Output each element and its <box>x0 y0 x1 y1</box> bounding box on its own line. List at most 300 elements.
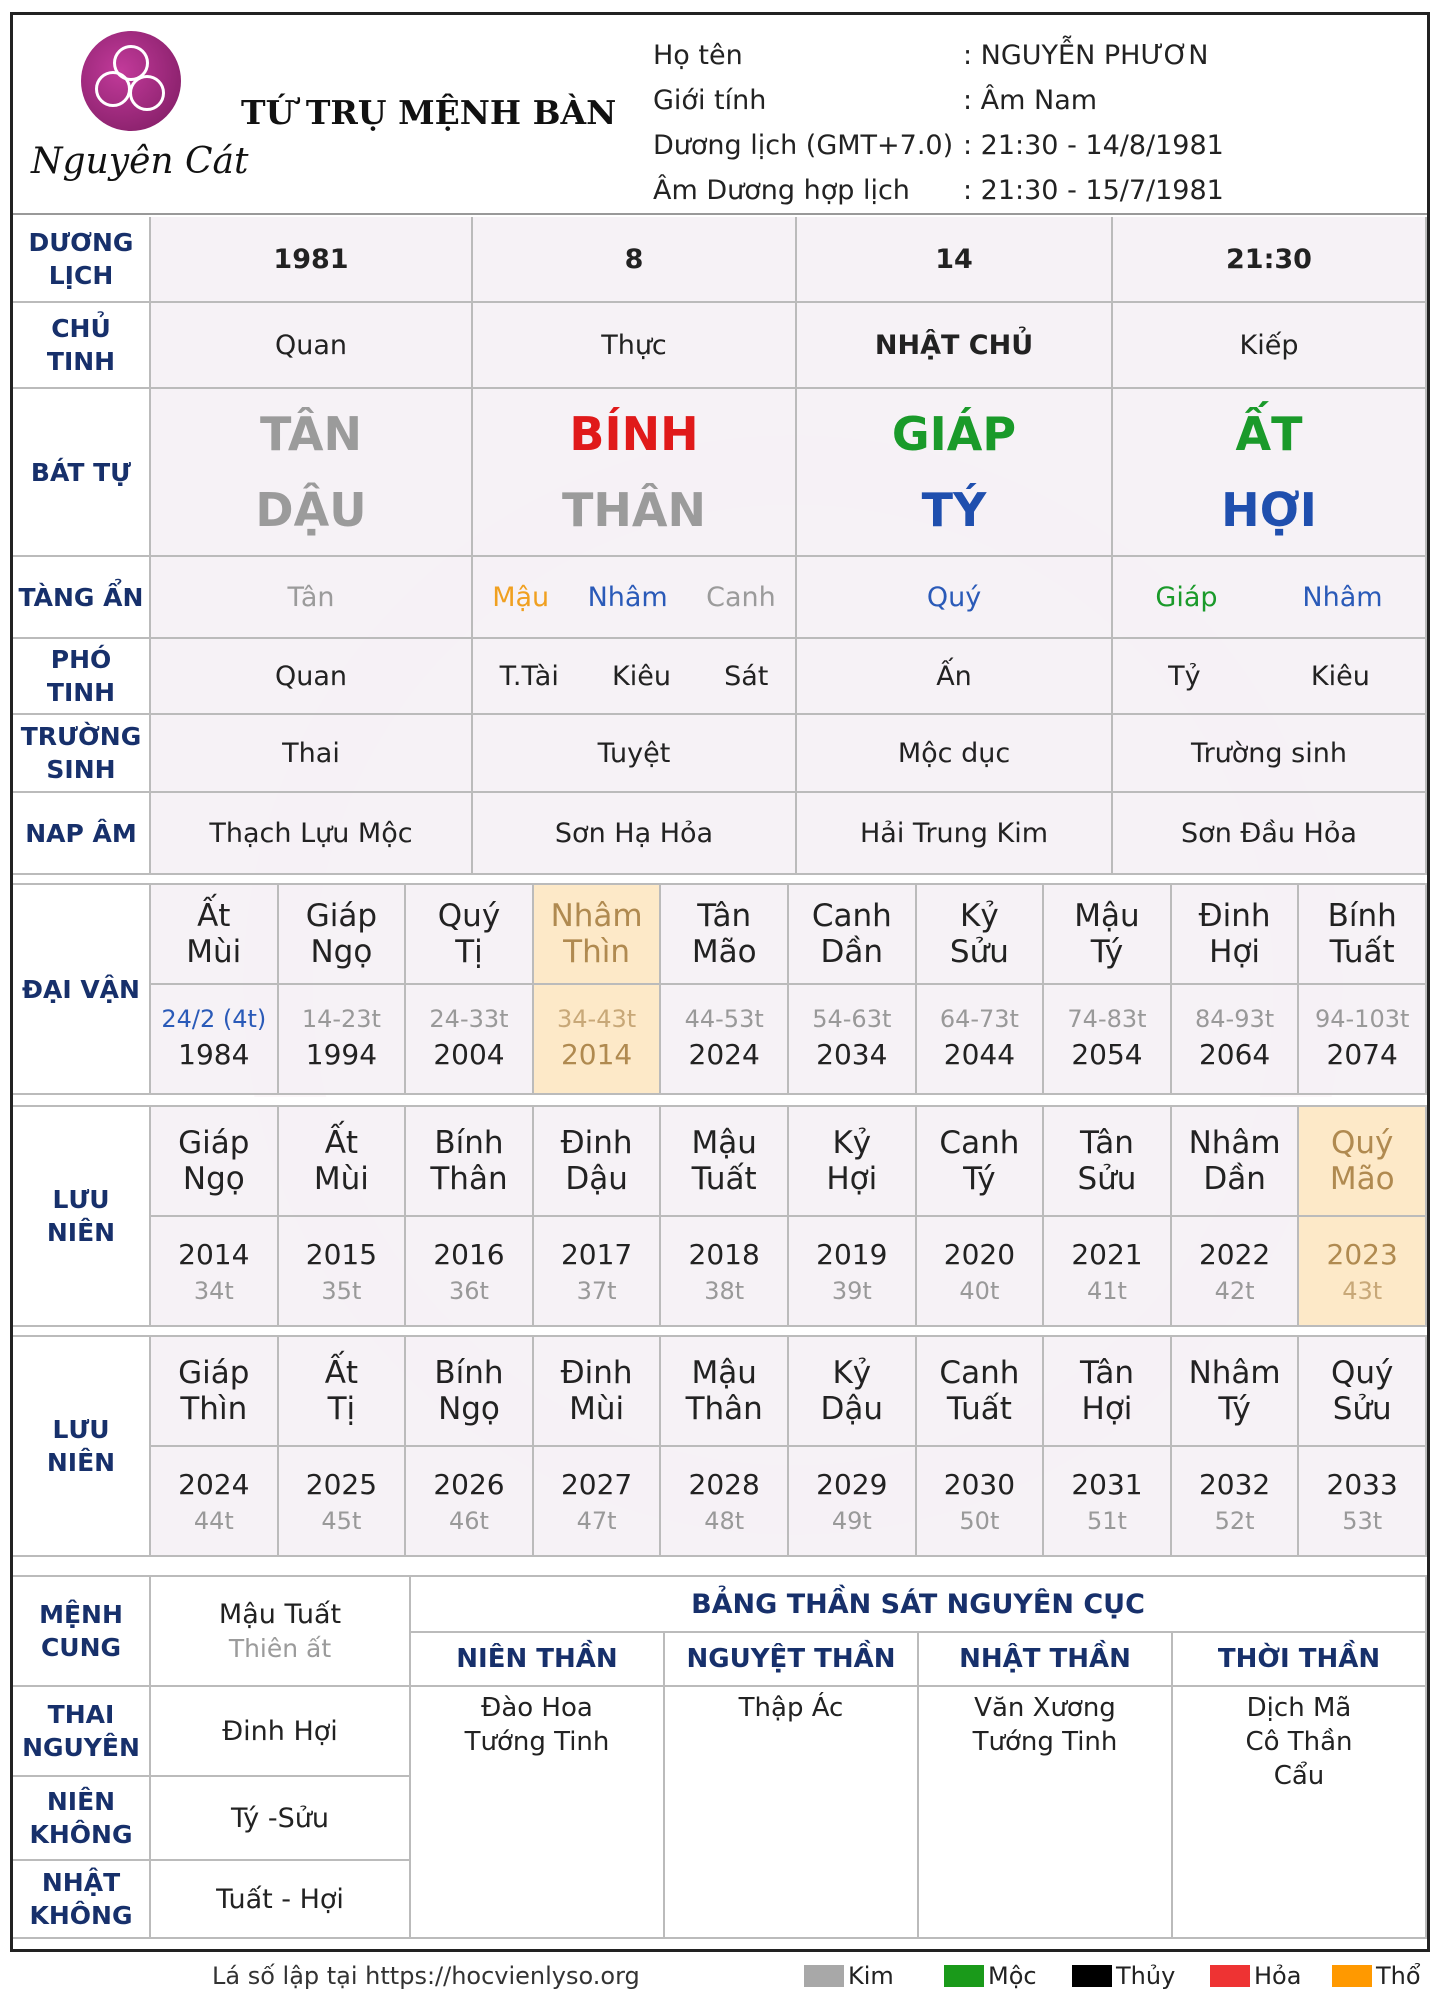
than-sat-head: THỜI THẦN <box>1217 1644 1381 1674</box>
pho-tinh-item: T.Tài <box>499 660 559 692</box>
nap-am-cell <box>473 793 797 875</box>
luu-nien-year-cell <box>789 1217 917 1327</box>
luu-nien-year: 2014 <box>178 1238 250 1271</box>
luu-nien-can: Nhâm <box>1188 1125 1281 1161</box>
luu-nien-age: 34t <box>193 1277 234 1305</box>
luu-nien-cell <box>789 1337 917 1447</box>
pho-tinh-list <box>473 661 795 692</box>
luu-nien-cell <box>151 1337 279 1447</box>
luu-nien-chi: Tý <box>963 1161 996 1197</box>
logo <box>31 31 251 206</box>
row-label-text: NIÊN KHÔNG <box>29 1787 133 1849</box>
luu-nien-canchi <box>561 1355 633 1427</box>
dai-van-cell <box>151 885 279 985</box>
dai-van-chi: Tý <box>1090 934 1124 970</box>
luu-nien-chi: Thân <box>685 1391 763 1427</box>
than-sat-col-body <box>919 1687 1173 1939</box>
tang-an-cell <box>151 557 473 639</box>
legend-swatch <box>804 1965 844 1987</box>
luu-nien-can: Bính <box>434 1355 504 1391</box>
legend-item <box>1332 1962 1421 1990</box>
dai-van-year: 2064 <box>1198 1038 1271 1071</box>
luu-nien-age: 52t <box>1214 1507 1255 1535</box>
luu-nien-cell <box>534 1107 662 1217</box>
info-label: Họ tên <box>653 40 743 71</box>
luu-nien-year-cell <box>917 1217 1045 1327</box>
luu-nien-year-cell <box>1044 1447 1172 1557</box>
than-sat-col-head <box>665 1633 919 1687</box>
dai-van-can: Giáp <box>305 898 378 934</box>
luu-nien-year: 2031 <box>1071 1468 1143 1501</box>
row-label-text: BÁT TỰ <box>30 457 132 487</box>
luu-nien-can: Đinh <box>560 1355 633 1391</box>
luu-nien-age: 44t <box>193 1507 234 1535</box>
luu-nien-canchi <box>939 1355 1019 1427</box>
luu-nien-age: 51t <box>1087 1507 1127 1535</box>
dai-van-yearstack <box>161 1003 266 1075</box>
dai-van-chi: Mùi <box>186 934 242 970</box>
dai-van-can: Quý <box>437 898 501 934</box>
luu-nien-can: Kỷ <box>832 1125 872 1161</box>
than-sat-items <box>739 1691 844 1725</box>
luu-nien-year: 2017 <box>560 1238 633 1271</box>
dai-van-cell <box>661 885 789 985</box>
dai-van-year: 2044 <box>943 1038 1016 1071</box>
chu-tinh-cell <box>151 303 473 389</box>
pho-tinh-cell <box>797 639 1113 715</box>
dai-van-canchi <box>812 898 892 970</box>
luu-nien-can: Mậu <box>691 1125 757 1161</box>
luu-nien-age: 41t <box>1087 1277 1127 1305</box>
luu-nien-yearstack <box>1327 1235 1398 1307</box>
luu-nien-chi: Thìn <box>180 1391 248 1427</box>
chu-tinh-value: Kiếp <box>1239 329 1299 361</box>
tang-an-item: Nhâm <box>1302 581 1383 613</box>
dai-van-yearstack <box>812 1003 891 1075</box>
luu-nien-age: 45t <box>321 1507 362 1535</box>
luu-nien-can: Canh <box>939 1355 1020 1391</box>
luu-nien-year: 2032 <box>1198 1468 1271 1501</box>
info-label: Dương lịch (GMT+7.0) <box>653 130 954 161</box>
dai-van-age: 94-103t <box>1314 1005 1410 1033</box>
than-sat-title: BẢNG THẦN SÁT NGUYÊN CỤC <box>691 1588 1145 1620</box>
dai-van-year-cell <box>917 985 1045 1095</box>
row-label-luu-nien <box>13 1337 151 1557</box>
row-label-nap-am <box>13 793 151 875</box>
luu-nien-chi: Ngọ <box>182 1161 245 1197</box>
section-divider <box>13 1097 1427 1107</box>
dai-van-year: 1994 <box>305 1038 378 1071</box>
dai-van-yearstack <box>1067 1003 1146 1075</box>
luu-nien-yearstack <box>1071 1235 1142 1307</box>
truong-sinh-cell <box>473 715 797 793</box>
row-label-nien-khong <box>13 1777 151 1861</box>
luu-nien-age: 48t <box>704 1507 745 1535</box>
dai-van-can: Đinh <box>1198 898 1271 934</box>
luu-nien-age: 38t <box>704 1277 745 1305</box>
dai-van-year-cell <box>151 985 279 1095</box>
bat-tu-stack <box>1221 396 1317 548</box>
luu-nien-age: 42t <box>1214 1277 1255 1305</box>
luu-nien-can: Nhâm <box>1188 1355 1281 1391</box>
dai-van-year-cell <box>789 985 917 1095</box>
row-label-menh-cung <box>13 1577 151 1687</box>
luu-nien-yearstack <box>561 1465 632 1537</box>
nap-am-cell <box>151 793 473 875</box>
dai-van-chi: Tuất <box>1329 934 1395 970</box>
pho-tinh-list <box>1113 661 1425 692</box>
row-label-text: LƯU NIÊN <box>46 1185 116 1247</box>
luu-nien-age: 40t <box>959 1277 1000 1305</box>
dai-van-year: 2004 <box>433 1038 505 1071</box>
bat-tu-chi: HỢI <box>1221 483 1317 537</box>
luu-nien-chi: Mão <box>1329 1161 1395 1197</box>
legend-item <box>804 1962 894 1990</box>
bat-tu-stack <box>255 396 366 548</box>
luu-nien-year-cell <box>1044 1217 1172 1327</box>
luu-nien-chi: Hợi <box>1081 1391 1133 1427</box>
dai-van-chi: Hợi <box>1209 934 1261 970</box>
dai-van-year: 2054 <box>1071 1038 1143 1071</box>
tang-an-item: Quý <box>926 581 982 613</box>
luu-nien-chi: Thân <box>430 1161 508 1197</box>
luu-nien-yearstack <box>306 1235 377 1307</box>
than-sat-items <box>465 1691 610 1759</box>
luu-nien-canchi <box>821 1355 884 1427</box>
luu-nien-age: 53t <box>1342 1507 1383 1535</box>
luu-nien-year: 2025 <box>305 1468 378 1501</box>
legend-swatch <box>1210 1965 1250 1987</box>
than-sat-col-body <box>411 1687 665 1939</box>
legend-label: Thủy <box>1116 1962 1176 1990</box>
menh-cung-value: Mậu Tuất <box>218 1599 342 1630</box>
luu-nien-year: 2023 <box>1326 1238 1398 1271</box>
row-label-nhat-khong <box>13 1861 151 1939</box>
duong-lich-cell <box>1113 217 1427 303</box>
luu-nien-yearstack <box>1071 1465 1142 1537</box>
pho-tinh-list <box>797 661 1111 692</box>
luu-nien-canchi <box>325 1355 358 1427</box>
luu-nien-can: Ất <box>324 1125 359 1161</box>
row-label-duong-lich <box>13 217 151 303</box>
luu-nien-cell <box>1044 1107 1172 1217</box>
luu-nien-age: 46t <box>449 1507 489 1535</box>
logo-text: Nguyên Cát <box>31 141 249 182</box>
luu-nien-cell <box>1172 1107 1300 1217</box>
pho-tinh-item: Ấn <box>936 660 972 692</box>
luu-nien-year-cell <box>1299 1217 1427 1327</box>
dai-van-cell <box>917 885 1045 985</box>
legend-label: Kim <box>848 1962 894 1990</box>
luu-nien-yearstack <box>306 1465 377 1537</box>
legend-label: Hỏa <box>1254 1962 1302 1990</box>
dai-van-year: 2074 <box>1326 1038 1398 1071</box>
dai-van-year-cell <box>1044 985 1172 1095</box>
dai-van-yearstack <box>685 1003 764 1075</box>
info-value: : 21:30 - 15/7/1981 <box>963 175 1224 206</box>
dai-van-chi: Sửu <box>949 934 1009 970</box>
row-label-bat-tu <box>13 389 151 557</box>
dai-van-chi: Mão <box>691 934 757 970</box>
tang-an-item: Nhâm <box>587 581 668 613</box>
luu-nien-canchi <box>939 1125 1019 1197</box>
row-label-text: THAI NGUYÊN <box>22 1700 140 1762</box>
luu-nien-chi: Tý <box>1218 1391 1251 1427</box>
pho-tinh-cell <box>1113 639 1427 715</box>
tang-an-item: Canh <box>706 581 776 613</box>
dai-van-age: 44-53t <box>684 1005 764 1033</box>
truong-sinh-value: Trường sinh <box>1191 737 1347 769</box>
than-sat-head: NHẬT THẦN <box>959 1644 1131 1674</box>
tang-an-list <box>151 582 471 613</box>
luu-nien-age: 35t <box>321 1277 362 1305</box>
tang-an-item: Giáp <box>1155 581 1218 613</box>
luu-nien-yearstack <box>1327 1465 1398 1537</box>
luu-nien-yearstack <box>944 1235 1015 1307</box>
luu-nien-year-cell <box>1172 1447 1300 1557</box>
luu-nien-can: Đinh <box>560 1125 633 1161</box>
row-label-text: LƯU NIÊN <box>46 1415 116 1477</box>
menh-cung-sub: Thiên ất <box>228 1634 332 1663</box>
nhat-khong-value-cell <box>151 1861 411 1939</box>
dai-van-year-cell <box>534 985 662 1095</box>
dai-van-yearstack <box>1195 1003 1274 1075</box>
luu-nien-age: 37t <box>576 1277 617 1305</box>
chart-sheet <box>10 12 1430 1952</box>
nhat-khong-value: Tuất - Hợi <box>216 1883 344 1915</box>
luu-nien-year-cell <box>917 1447 1045 1557</box>
row-label-tang-an <box>13 557 151 639</box>
dai-van-year-cell <box>661 985 789 1095</box>
luu-nien-cell <box>917 1337 1045 1447</box>
than-sat-item: Văn Xương <box>974 1693 1116 1723</box>
luu-nien-year: 2018 <box>688 1238 760 1271</box>
luu-nien-cell <box>151 1107 279 1217</box>
pillar-value: 21:30 <box>1226 243 1312 275</box>
luu-nien-canchi <box>434 1355 503 1427</box>
luu-nien-year-cell <box>661 1217 789 1327</box>
luu-nien-yearstack <box>816 1465 887 1537</box>
pho-tinh-item: Quan <box>274 660 348 692</box>
dai-van-yearstack <box>940 1003 1019 1075</box>
luu-nien-yearstack <box>433 1235 504 1307</box>
dai-van-year-cell <box>1172 985 1300 1095</box>
luu-nien-year: 2019 <box>816 1238 888 1271</box>
luu-nien-year-cell <box>406 1447 534 1557</box>
chu-tinh-value: NHẬT CHỦ <box>874 329 1034 361</box>
dai-van-year-cell <box>1299 985 1427 1095</box>
dai-van-age: 24/2 (4t) <box>161 1005 267 1033</box>
dai-van-canchi <box>692 898 757 970</box>
dai-van-age: 64-73t <box>939 1005 1019 1033</box>
luu-nien-cell <box>1172 1337 1300 1447</box>
section-divider <box>13 1567 1427 1577</box>
dai-van-age: 34-43t <box>557 1005 637 1033</box>
luu-nien-year: 2021 <box>1071 1238 1143 1271</box>
luu-nien-year-cell <box>661 1447 789 1557</box>
info-value: : Âm Nam <box>963 85 1098 116</box>
nien-khong-value: Tý -Sửu <box>231 1802 329 1834</box>
luu-nien-yearstack <box>689 1465 760 1537</box>
dai-van-can: Nhâm <box>550 898 643 934</box>
luu-nien-canchi <box>1080 1355 1134 1427</box>
legend-item <box>1210 1962 1301 1990</box>
menh-cung-value-cell <box>151 1577 411 1687</box>
dai-van-canchi <box>186 898 241 970</box>
luu-nien-year: 2022 <box>1198 1238 1271 1271</box>
luu-nien-canchi <box>1330 1125 1395 1197</box>
luu-nien-canchi <box>314 1125 369 1197</box>
luu-nien-year: 2024 <box>178 1468 250 1501</box>
luu-nien-year-cell <box>279 1217 407 1327</box>
dai-van-age: 14-23t <box>301 1005 381 1033</box>
row-label-text: CHỦ TINH <box>46 314 116 376</box>
luu-nien-chi: Ngọ <box>438 1391 500 1427</box>
chu-tinh-cell <box>797 303 1113 389</box>
pillar-value: 1981 <box>273 243 349 275</box>
dai-van-cell <box>406 885 534 985</box>
bat-tu-can: GIÁP <box>891 407 1017 461</box>
dai-van-year-cell <box>279 985 407 1095</box>
dai-van-yearstack <box>557 1003 636 1075</box>
luu-nien-yearstack <box>816 1235 887 1307</box>
luu-nien-year-cell <box>789 1447 917 1557</box>
dai-van-yearstack <box>302 1003 381 1075</box>
truong-sinh-cell <box>1113 715 1427 793</box>
legend-swatch <box>1332 1965 1372 1987</box>
luu-nien-age: 36t <box>449 1277 489 1305</box>
luu-nien-age: 47t <box>576 1507 617 1535</box>
row-label-luu-nien <box>13 1107 151 1327</box>
dai-van-year: 2024 <box>688 1038 760 1071</box>
luu-nien-year-cell <box>1172 1217 1300 1327</box>
luu-nien-year-cell <box>406 1217 534 1327</box>
luu-nien-year-cell <box>534 1447 662 1557</box>
luu-nien-yearstack <box>178 1465 249 1537</box>
luu-nien-year: 2030 <box>943 1468 1016 1501</box>
than-sat-col-head <box>411 1633 665 1687</box>
footer <box>0 1954 1440 2000</box>
luu-nien-age: 39t <box>831 1277 872 1305</box>
tang-an-list <box>473 582 795 613</box>
dai-van-chi: Dần <box>820 934 884 970</box>
info-value: : 21:30 - 14/8/1981 <box>963 130 1224 161</box>
luu-nien-canchi <box>178 1125 249 1197</box>
luu-nien-cell <box>406 1337 534 1447</box>
pho-tinh-item: Kiêu <box>612 660 671 692</box>
luu-nien-canchi <box>178 1355 249 1427</box>
than-sat-item: Tướng Tinh <box>464 1727 610 1757</box>
luu-nien-chi: Sửu <box>1077 1161 1137 1197</box>
tang-an-cell <box>1113 557 1427 639</box>
bat-tu-can: ẤT <box>1235 407 1303 461</box>
row-label-pho-tinh <box>13 639 151 715</box>
menh-cung-stack <box>219 1597 341 1665</box>
pho-tinh-cell <box>151 639 473 715</box>
row-label-text: MỆNH CUNG <box>39 1600 123 1662</box>
luu-nien-cell <box>1299 1107 1427 1217</box>
dai-van-canchi <box>306 898 377 970</box>
luu-nien-chi: Mùi <box>569 1391 625 1427</box>
luu-nien-year-cell <box>151 1447 279 1557</box>
dai-van-age: 54-63t <box>812 1005 892 1033</box>
dai-van-age: 84-93t <box>1195 1005 1275 1033</box>
row-label-thai-nguyen <box>13 1687 151 1777</box>
duong-lich-cell <box>473 217 797 303</box>
tang-an-list <box>1113 582 1425 613</box>
luu-nien-canchi <box>1189 1125 1281 1197</box>
bat-tu-stack <box>562 396 706 548</box>
luu-nien-chi: Hợi <box>826 1161 878 1197</box>
truong-sinh-value: Thai <box>282 737 340 769</box>
nap-am-value: Sơn Đầu Hỏa <box>1181 817 1357 849</box>
duong-lich-cell <box>151 217 473 303</box>
legend-swatch <box>944 1965 984 1987</box>
bat-tu-chi: DẬU <box>255 483 367 537</box>
row-label-text: TRƯỜNG SINH <box>20 722 142 784</box>
luu-nien-can: Bính <box>434 1125 504 1161</box>
source-link[interactable]: Lá số lập tại https://hocvienlyso.org <box>212 1962 640 1990</box>
luu-nien-year: 2028 <box>688 1468 760 1501</box>
pho-tinh-item: Sát <box>724 660 769 692</box>
luu-nien-year-cell <box>151 1217 279 1327</box>
luu-nien-canchi <box>686 1355 763 1427</box>
luu-nien-year-cell <box>279 1447 407 1557</box>
dai-van-can: Bính <box>1327 898 1397 934</box>
chu-tinh-value: Thực <box>601 329 667 361</box>
info-value: : NGUYỄN PHƯƠN <box>963 40 1209 71</box>
than-sat-col-head <box>1173 1633 1427 1687</box>
dai-van-cell <box>1299 885 1427 985</box>
row-label-text: NHẬT KHÔNG <box>29 1868 133 1930</box>
row-label-chu-tinh <box>13 303 151 389</box>
dai-van-cell <box>279 885 407 985</box>
dai-van-can: Tân <box>697 898 752 934</box>
than-sat-item: Tướng Tinh <box>972 1727 1118 1757</box>
luu-nien-can: Tân <box>1080 1355 1134 1391</box>
legend-label: Mộc <box>988 1962 1037 1990</box>
nien-khong-value-cell <box>151 1777 411 1861</box>
luu-nien-canchi <box>1077 1125 1136 1197</box>
nap-am-value: Sơn Hạ Hỏa <box>554 817 714 849</box>
nap-am-cell <box>1113 793 1427 875</box>
legend-item <box>944 1962 1037 1990</box>
than-sat-title-cell <box>411 1577 1427 1633</box>
luu-nien-yearstack <box>561 1235 632 1307</box>
luu-nien-canchi <box>826 1125 877 1197</box>
dai-van-canchi <box>1199 898 1271 970</box>
luu-nien-can: Giáp <box>178 1355 250 1391</box>
info-label: Âm Dương hợp lịch <box>653 175 910 206</box>
luu-nien-chi: Dần <box>1203 1161 1266 1197</box>
bat-tu-cell <box>151 389 473 557</box>
luu-nien-cell <box>279 1337 407 1447</box>
pillar-value: 14 <box>935 243 973 275</box>
chu-tinh-value: Quan <box>274 329 348 361</box>
luu-nien-chi: Dậu <box>565 1161 628 1197</box>
luu-nien-cell <box>661 1107 789 1217</box>
thai-nguyen-value-cell <box>151 1687 411 1777</box>
luu-nien-yearstack <box>689 1235 760 1307</box>
luu-nien-year: 2020 <box>943 1238 1016 1271</box>
luu-nien-year-cell <box>534 1217 662 1327</box>
dai-van-yearstack <box>429 1003 508 1075</box>
dai-van-cell <box>534 885 662 985</box>
dai-van-canchi <box>1328 898 1397 970</box>
than-sat-col-body <box>665 1687 919 1939</box>
dai-van-chi: Ngọ <box>310 934 373 970</box>
dai-van-canchi <box>551 898 643 970</box>
